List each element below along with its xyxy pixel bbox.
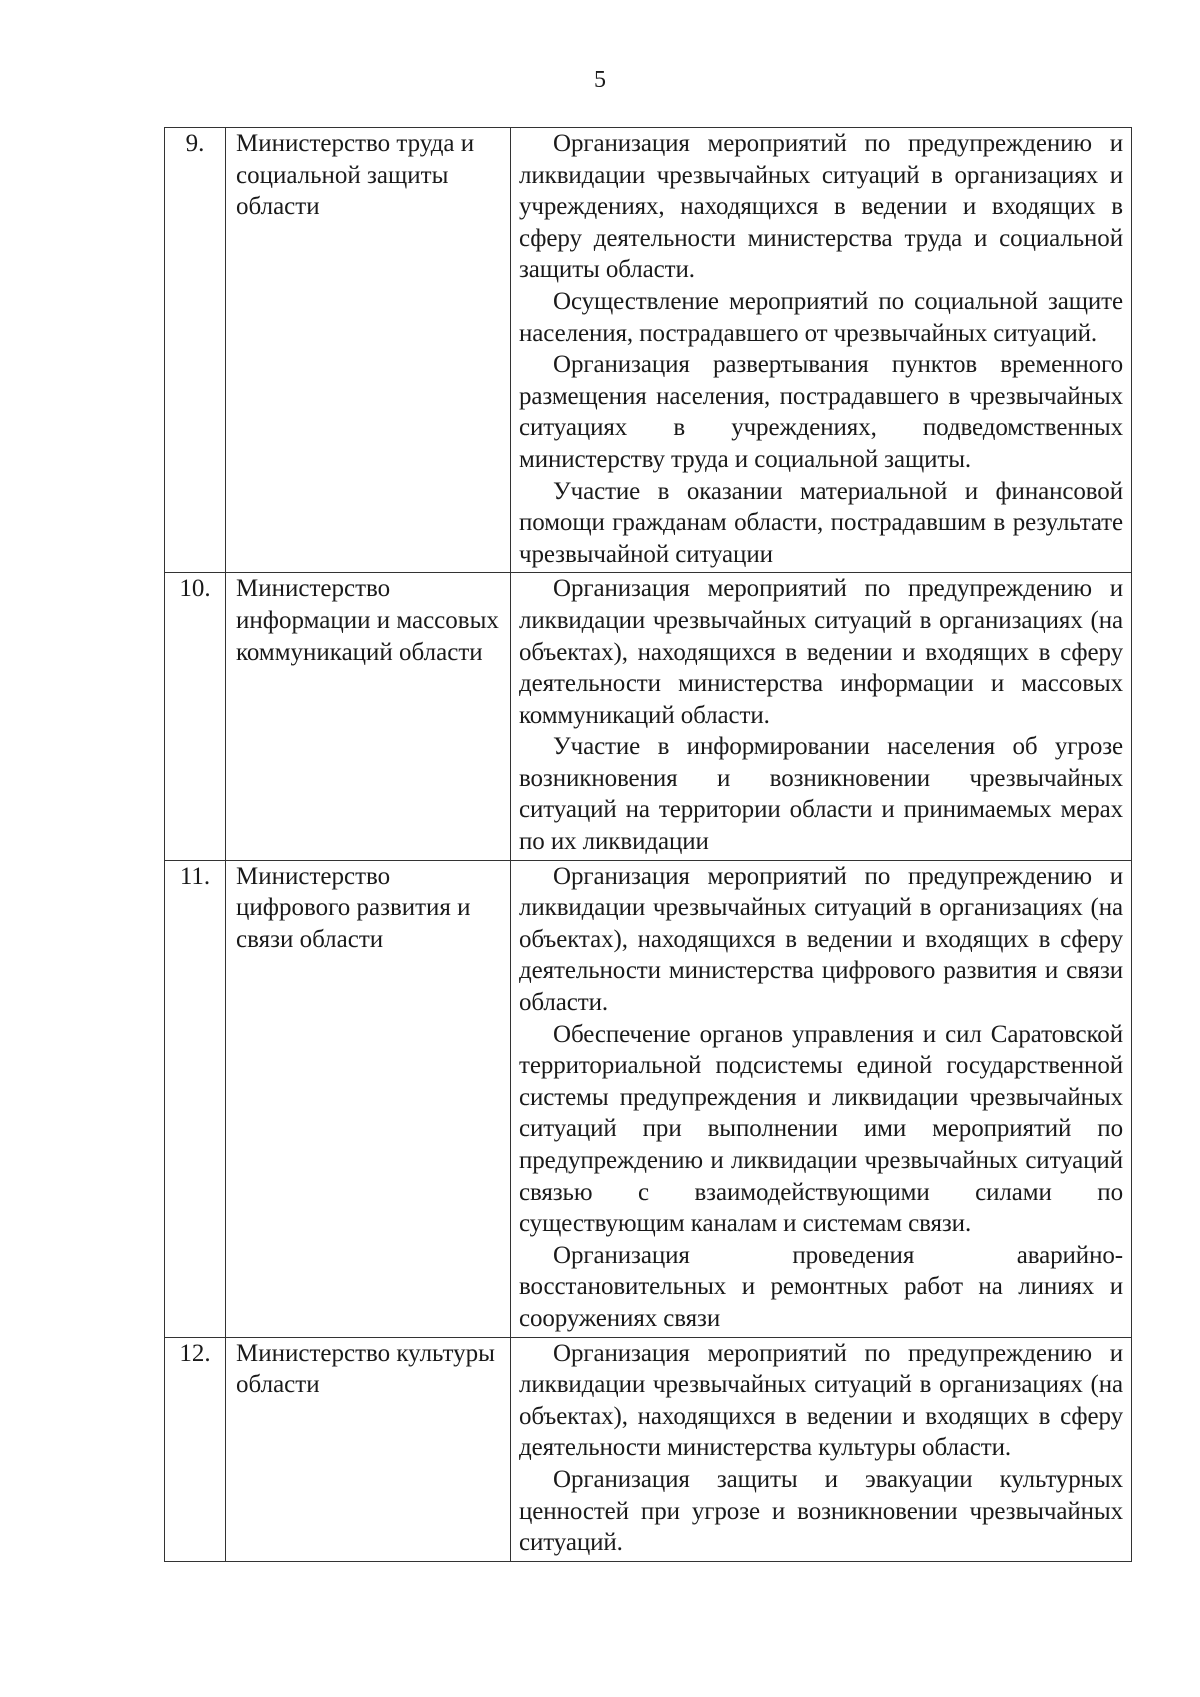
row-number: 11. (165, 860, 226, 1337)
functions-cell (511, 860, 1132, 1337)
organization-name: Министерство культуры области (226, 1337, 511, 1561)
table-row (165, 1337, 1132, 1561)
function-paragraph: Участие в информировании населения об угрозе возникновения и возникновении чрезвычайных ситуаций на территории области и принимаемых мерах по их ликвидации (519, 733, 1123, 856)
table-row (165, 128, 1132, 573)
function-paragraph: Осуществление мероприятий по социальной защите населения, пострадавшего от чрезвычайных ситуаций. (519, 287, 1123, 347)
table-row (165, 860, 1132, 1337)
organization-name: Министерство труда и социальной защиты области (226, 128, 511, 573)
function-paragraph: Организация проведения аварийно-восстановительных и ремонтных работ на линиях и сооружениях связи (519, 1241, 1123, 1332)
table-row (165, 573, 1132, 860)
function-paragraph: Организация защиты и эвакуации культурных ценностей при угрозе и возникновении чрезвычайных ситуаций. (519, 1465, 1123, 1557)
function-paragraph: Организация мероприятий по предупреждению и ликвидации чрезвычайных ситуаций в организациях и учреждениях, находящихся в ведении и входящих в сферу деятельности министерства труда и социальной защиты области. (519, 130, 1123, 284)
row-number: 10. (165, 573, 226, 860)
function-paragraph: Обеспечение органов управления и сил Саратовской территориальной подсистемы единой государственной системы предупреждения и ликвидации чрезвычайных ситуаций при выполнении ими мероприятий по предупреждению и ликвидации чрезвычайных ситуаций связью с взаимодействующими силами по существующим каналам и системам связи. (519, 1020, 1123, 1238)
row-number: 12. (165, 1337, 226, 1561)
functions-cell (511, 1337, 1132, 1561)
functions-cell (511, 573, 1132, 860)
functions-cell (511, 128, 1132, 573)
row-number: 9. (165, 128, 226, 573)
function-paragraph: Организация мероприятий по предупреждению и ликвидации чрезвычайных ситуаций в организациях (на объектах), находящихся в ведении и входящих в сферу деятельности министерства информации и массовых коммуникаций области. (519, 575, 1123, 729)
function-paragraph: Организация развертывания пунктов временного размещения населения, пострадавшего в чрезвычайных ситуациях в учреждениях, подведомственных министерству труда и социальной защиты. (519, 351, 1123, 473)
responsibilities-table (164, 127, 1132, 1562)
organization-name: Министерство цифрового развития и связи области (226, 860, 511, 1337)
function-paragraph: Организация мероприятий по предупреждению и ликвидации чрезвычайных ситуаций в организациях (на объектах), находящихся в ведении и входящих в сферу деятельности министерства культуры области. (519, 1339, 1123, 1462)
organization-name: Министерство информации и массовых коммуникаций области (226, 573, 511, 860)
page-number: 5 (594, 67, 606, 93)
function-paragraph: Организация мероприятий по предупреждению и ликвидации чрезвычайных ситуаций в организациях (на объектах), находящихся в ведении и входящих в сферу деятельности министерства цифрового развития и связи области. (519, 862, 1123, 1017)
function-paragraph: Участие в оказании материальной и финансовой помощи гражданам области, пострадавшим в результате чрезвычайной ситуации (519, 477, 1123, 568)
